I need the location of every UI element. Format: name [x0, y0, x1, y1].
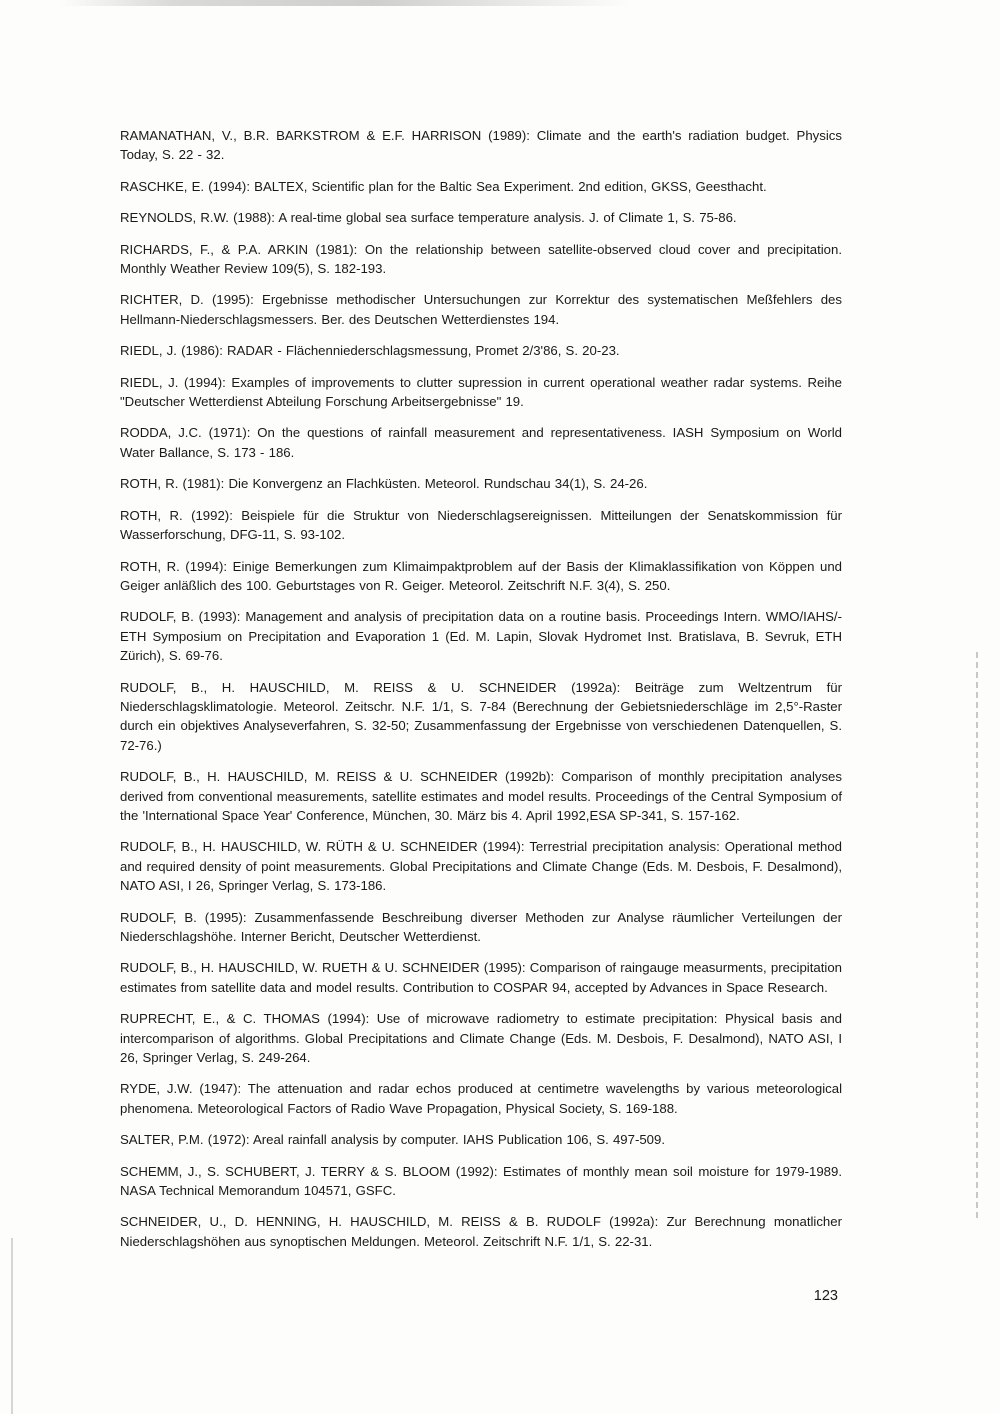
reference-entry: SCHEMM, J., S. SCHUBERT, J. TERRY & S. BLOOM (1992): Estimates of monthly mean soil moisture for 1979-1989. NASA Technical Memorandum 104571, GSFC.: [120, 1163, 842, 1199]
reference-entry: RAMANATHAN, V., B.R. BARKSTROM & E.F. HARRISON (1989): Climate and the earth's radiation budget. Physics Today, S. 22 - 32.: [120, 128, 842, 163]
scan-artifact-right-dashes: [976, 652, 978, 1218]
reference-entry: ROTH, R. (1981): Die Konvergenz an Flachküsten. Meteorol. Rundschau 34(1), S. 24-26.: [120, 476, 648, 492]
reference-entry: SCHNEIDER, U., D. HENNING, H. HAUSCHILD, M. REISS & B. RUDOLF (1992a): Zur Berechnung monatlicher Niederschlagshöhen aus synoptischen Meldungen. Meteorol. Zeitschrift N.F. 1/1, S. 22-31.: [120, 1214, 842, 1249]
reference-entry: RIEDL, J. (1986): RADAR - Flächenniederschlagsmessung, Promet 2/3'86, S. 20-23.: [120, 343, 620, 359]
page-number: 123: [813, 1288, 838, 1304]
reference-entry: RUDOLF, B. (1993): Management and analysis of precipitation data on a routine basis. Proceedings Intern. WMO/IAHS/-ETH Symposium on Precipitation and Evaporation 1 (Ed. M. Lapin, Slovak Hydromet Inst. Bratislava, B. Sevruk, ETH Zürich), S. 69-76.: [120, 609, 842, 664]
reference-entry: RICHARDS, F., & P.A. ARKIN (1981): On the relationship between satellite-observed cloud cover and precipitation. Monthly Weather Review 109(5), S. 182-193.: [120, 241, 842, 277]
reference-entry: RUDOLF, B., H. HAUSCHILD, M. REISS & U. SCHNEIDER (1992a): Beiträge zum Weltzentrum für Niederschlagsklimatologie. Meteorol. Zeitschr. N.F. 1/1, S. 7-84 (Berechnung der Gebietsniederschläge im 2,5°-Raster durch ein objektives Analyseverfahren, S. 32-50; Zusammenfassung der Ergebnisse von verschiedenen Datenquellen, S. 72-76.): [120, 679, 842, 753]
reference-entry: REYNOLDS, R.W. (1988): A real-time global sea surface temperature analysis. J. of Climate 1, S. 75-86.: [120, 210, 737, 226]
reference-entry: ROTH, R. (1994): Einige Bemerkungen zum Klimaimpaktproblem auf der Basis der Klimaklassifikation von Köppen und Geiger anläßlich des 100. Geburtstages von R. Geiger. Meteorol. Zeitschrift N.F. 3(4), S. 250.: [120, 558, 842, 593]
reference-entry: RUDOLF, B. (1995): Zusammenfassende Beschreibung diverser Methoden zur Analyse räumlicher Verteilungen der Niederschlagshöhe. Interner Bericht, Deutscher Wetterdienst.: [120, 909, 842, 944]
reference-entry: RUDOLF, B., H. HAUSCHILD, M. REISS & U. SCHNEIDER (1992b): Comparison of monthly precipitation analyses derived from conventional measurements, satellite estimates and model results. Proceedings of the Central Symposium of the 'International Space Year' Conference, München, 30. März bis 4. April 1992,ESA SP-341, S. 157-162.: [120, 769, 842, 823]
reference-entry: RIEDL, J. (1994): Examples of improvements to clutter supression in current operational weather radar systems. Reihe "Deutscher Wetterdienst Abteilung Forschung Arbeitsergebnisse" 19.: [120, 374, 842, 410]
reference-entry: ROTH, R. (1992): Beispiele für die Struktur von Niederschlagsereignissen. Mitteilungen der Senatskommission für Wasserforschung, DFG-11, S. 93-102.: [120, 507, 842, 543]
reference-entry: RUDOLF, B., H. HAUSCHILD, W. RUETH & U. SCHNEIDER (1995): Comparison of raingauge measurments, precipitation estimates from satellite data and model results. Contribution to COSPAR 94, accepted by Advances in Space Research.: [120, 960, 842, 995]
reference-entry: RASCHKE, E. (1994): BALTEX, Scientific plan for the Baltic Sea Experiment. 2nd edition, GKSS, Geesthacht.: [120, 178, 767, 194]
reference-entry: RODDA, J.C. (1971): On the questions of rainfall measurement and representativeness. IASH Symposium on World Water Ballance, S. 173 - 186.: [120, 425, 842, 460]
reference-entry: RUDOLF, B., H. HAUSCHILD, W. RÜTH & U. SCHNEIDER (1994): Terrestrial precipitation analysis: Operational method and required density of point measurements. Global Precipitations and Climate Change (Eds. M. Desbois, F. Desalmond), NATO ASI, I 26, Springer Verlag, S. 173-186.: [120, 839, 842, 894]
reference-entry: RICHTER, D. (1995): Ergebnisse methodischer Untersuchungen zur Korrektur des systematischen Meßfehlers des Hellmann-Niederschlagsmessers. Ber. des Deutschen Wetterdienstes 194.: [120, 292, 842, 327]
reference-entry: RYDE, J.W. (1947): The attenuation and radar echos produced at centimetre wavelengths by various meteorological phenomena. Meteorological Factors of Radio Wave Propagation, Physical Society, S. 169-188.: [120, 1081, 842, 1116]
references-list: [120, 126, 842, 1263]
scan-artifact-left-line: [11, 1238, 13, 1414]
reference-entry: SALTER, P.M. (1972): Areal rainfall analysis by computer. IAHS Publication 106, S. 497-509.: [120, 1132, 666, 1148]
scan-artifact-top-smudge: [60, 0, 630, 6]
reference-entry: RUPRECHT, E., & C. THOMAS (1994): Use of microwave radiometry to estimate precipitation: Physical basis and intercomparison of algorithms. Global Precipitations and Climate Change (Eds. M. Desbois, F. Desalmond), NATO ASI, I 26, Springer Verlag, S. 249-264.: [120, 1011, 842, 1066]
